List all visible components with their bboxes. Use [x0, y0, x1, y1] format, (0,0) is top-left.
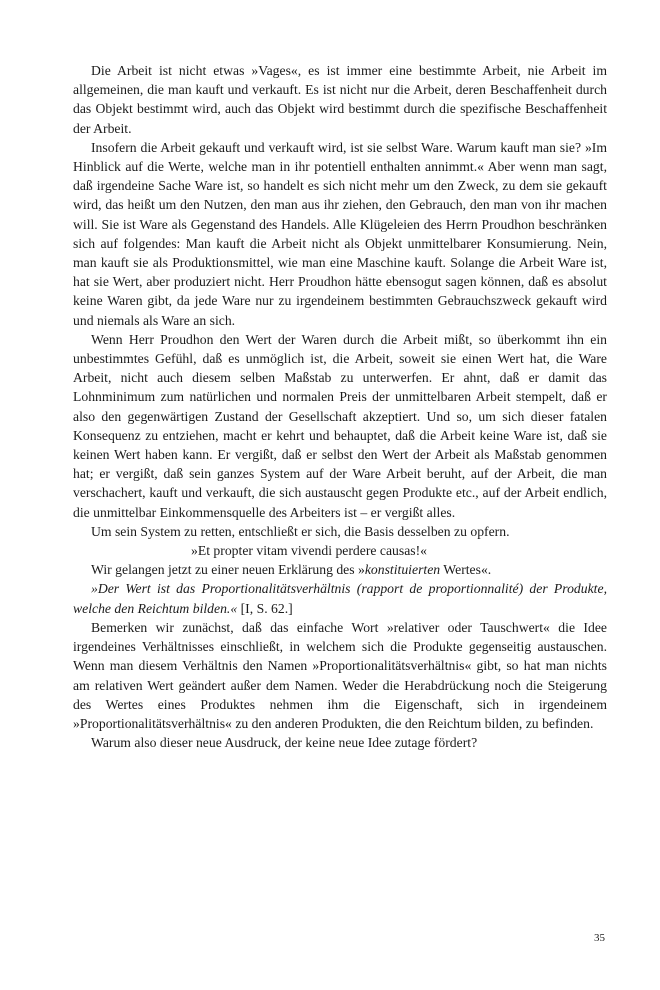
paragraph-7: Warum also dieser neue Ausdruck, der keine neue Idee zutage fördert?	[91, 735, 478, 751]
intro-text-end: Wertes«.	[440, 562, 492, 578]
intro-emphasis: konstituierten	[364, 562, 441, 578]
paragraph-1: Die Arbeit ist nicht etwas »Vages«, es ist immer eine bestimmte Arbeit, nie Arbeit im allgemeinen, die man kauft und verkauft. Es ist nicht nur die Arbeit, deren Beschaffenheit durch das Objekt bestimmt wird, auch das Objekt wird bestimmt durch die spezifische Beschaffenheit der Arbeit.	[73, 63, 607, 136]
page-number: 35	[594, 932, 605, 944]
latin-verse: »Et propter vitam vivendi perdere causas!«	[191, 543, 428, 559]
quote-reference: [I, S. 62.]	[237, 600, 293, 616]
intro-text-start: Wir gelangen jetzt zu einer neuen Erklärung des »	[91, 562, 365, 578]
body-text	[73, 61, 607, 752]
paragraph-2: Insofern die Arbeit gekauft und verkauft wird, ist sie selbst Ware. Warum kauft man sie? »Im Hinblick auf die Werte, welche man in ihr potentiell enthalten annimmt.« Aber wenn man sagt, daß irgendeine Sache Ware ist, so handelt es sich nicht mehr um den Zweck, zu dem sie gekauft wird, das heißt um den Nutzen, den man aus ihr ziehen, den Gebrauch, den man von ihr machen will. Sie ist Ware als Gegenstand des Handels. Alle Klügeleien des Herrn Proudhon beschränken sich auf folgendes: Man kauft die Arbeit nicht als Objekt unmittelbarer Konsumierung. Nein, man kauft sie als Produktionsmittel, wie man eine Maschine kauft. Solange die Arbeit Ware ist, hat sie Wert, aber produziert nicht. Herr Proudhon hätte ebensogut sagen können, daß es absolut keine Waren gibt, da jede Ware nur zu irgendeinem bestimmten Gebrauchszweck gekauft wird und niemals als Ware an sich.	[73, 139, 607, 328]
paragraph-4: Um sein System zu retten, entschließt er sich, die Basis desselben zu opfern.	[91, 523, 510, 539]
paragraph-5	[73, 560, 607, 579]
paragraph-3: Wenn Herr Proudhon den Wert der Waren durch die Arbeit mißt, so überkommt ihn ein unbestimmtes Gefühl, daß es unmöglich ist, die Arbeit, soweit sie einen Wert hat, die Ware Arbeit, nicht auch diesem selben Maßstab zu unterwerfen. Er ahnt, daß er damit das Lohnminimum zum natürlichen und normalen Preis der unmittelbaren Arbeit stempelt, daß er also den gegenwärtigen Zustand der Gesellschaft akzeptiert. Und so, um sich dieser fatalen Konsequenz zu entziehen, macht er kehrt und behauptet, daß die Arbeit keine Ware ist, daß sie keinen Wert haben kann. Er vergißt, daß er selbst den Wert der Arbeit als Maßstab genommen hat; er vergißt, daß sein ganzes System auf der Ware Arbeit beruht, auf der Arbeit, die man verschachert, kauft und verkauft, die sich austauscht gegen Produkte etc., auf der Arbeit endlich, die unmittelbar Einkommensquelle des Arbeiters ist – er vergißt alles.	[73, 331, 607, 520]
quote-text: »Der Wert ist das Proportionalitätsverhältnis (rapport de proportionnalité) der Produkte, welche den Reichtum bilden.«	[73, 581, 607, 616]
proudhon-quote	[73, 579, 607, 617]
paragraph-6: Bemerken wir zunächst, daß das einfache Wort »relativer oder Tauschwert« die Idee irgendeines Verhältnisses einschließt, in welchem sich die Produkte gegenseitig austauschen. Wenn man diesem Verhältnis den Namen »Proportionalitätsverhältnis« gibt, so hat man nichts am relativen Wert geändert außer dem Namen. Weder die Herabdrückung noch die Steigerung des Wertes eines Produktes nehmen ihm die Eigenschaft, sich in irgendeinem »Proportionalitätsverhältnis« zu den anderen Produkten, die den Reichtum bilden, zu befinden.	[73, 619, 607, 731]
